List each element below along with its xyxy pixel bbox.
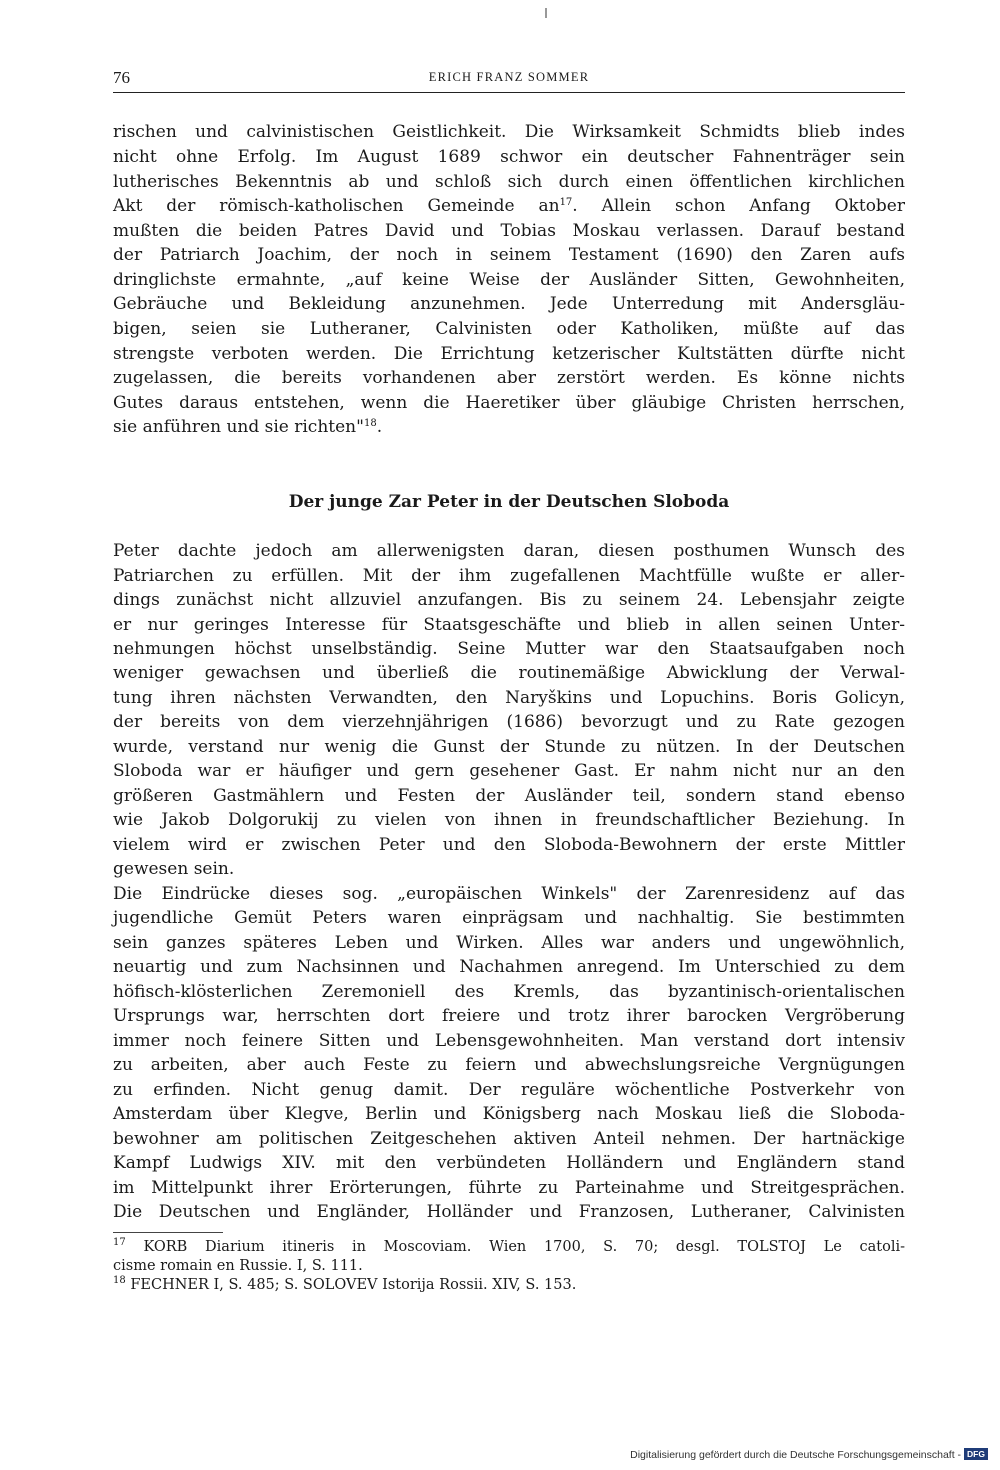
footnote-number: 17 [113, 1237, 126, 1248]
text-line: höfisch-klösterlichen Zeremoniell des Kremls, das byzantinisch-orientalischen [113, 982, 905, 1002]
text-line: nicht ohne Erfolg. Im August 1689 schwor ein deutscher Fahnenträger sein [113, 147, 905, 167]
text-line: Gutes daraus entstehen, wenn die Haeretiker über gläubige Christen herrschen, [113, 393, 905, 413]
text-line: Ursprungs war, herrschten dort freiere und trotz ihrer barocken Vergröberung [113, 1006, 905, 1026]
text-line: neuartig und zum Nachsinnen und Nachahmen anregend. Im Unterschied zu dem [113, 957, 905, 977]
text-line: im Mittelpunkt ihrer Erörterungen, führte zu Parteinahme und Streitgesprächen. [113, 1178, 905, 1198]
text-line: wurde, verstand nur wenig die Gunst der Stunde zu nützen. In der Deutschen [113, 737, 905, 757]
footnote-18 [113, 1276, 905, 1295]
text-line: zugelassen, die bereits vorhandenen aber zerstört werden. Es könne nichts [113, 368, 905, 388]
text-segment: . [376, 417, 383, 437]
footnote-17 [113, 1238, 905, 1257]
text-line: Sloboda war er häufiger und gern gesehener Gast. Er nahm nicht nur an den [113, 761, 905, 781]
page-header [113, 68, 905, 93]
text-segment: sie anführen und sie richten" [113, 417, 364, 437]
text-line: dringlichste ermahnte, „auf keine Weise der Ausländer Sitten, Gewohnheiten, [113, 270, 905, 290]
text-line: dings zunächst nicht allzuviel anzufangen. Bis zu seinem 24. Lebensjahr zeigte [113, 590, 905, 610]
text-line: vielem wird er zwischen Peter und den Sloboda-Bewohnern der erste Mittler [113, 835, 905, 855]
footnote-ref: 18 [363, 418, 377, 429]
text-line [113, 194, 905, 218]
text-line: zu erfinden. Nicht genug damit. Der reguläre wöchentliche Postverkehr von [113, 1080, 905, 1100]
text-line: immer noch feinere Sitten und Lebensgewohnheiten. Man verstand dort intensiv [113, 1031, 905, 1051]
text-line: sein ganzes späteres Leben und Wirken. Alles war anders und ungewöhnlich, [113, 933, 905, 953]
text-segment: Akt der römisch-katholischen Gemeinde an [113, 196, 560, 216]
footnote-ref: 17 [559, 197, 573, 208]
dfg-logo: DFG [964, 1448, 988, 1460]
text-line: Kampf Ludwigs XIV. mit den verbündeten Holländern und Engländern stand [113, 1153, 905, 1173]
text-line: größeren Gastmählern und Festen der Ausländer teil, sondern stand ebenso [113, 786, 905, 806]
text-line: Amsterdam über Klegve, Berlin und Königsberg nach Moskau ließ die Sloboda- [113, 1104, 905, 1124]
text-line: mußten die beiden Patres David und Tobias Moskau verlassen. Darauf bestand [113, 221, 905, 241]
text-line: strengste verboten werden. Die Errichtung ketzerischer Kultstätten dürfte nicht [113, 344, 905, 364]
text-line [113, 415, 905, 439]
text-line: lutherisches Bekenntnis ab und schloß sich durch einen öffentlichen kirchlichen [113, 172, 905, 192]
text-line: der Patriarch Joachim, der noch in seinem Testament (1690) den Zaren aufs [113, 245, 905, 265]
digitization-credit [630, 1448, 988, 1461]
text-line: Patriarchen zu erfüllen. Mit der ihm zugefallenen Machtfülle wußte er aller- [113, 566, 905, 586]
section-heading: Der junge Zar Peter in der Deutschen Sloboda [288, 492, 730, 512]
text-line: der bereits von dem vierzehnjährigen (1686) bevorzugt und zu Rate gezogen [113, 712, 905, 732]
credit-text: Digitalisierung gefördert durch die Deutsche Forschungsgemeinschaft - [630, 1449, 962, 1461]
text-line: rischen und calvinistischen Geistlichkeit. Die Wirksamkeit Schmidts blieb indes [113, 122, 905, 142]
footnote-number: 18 [113, 1275, 126, 1286]
text-line: bigen, seien sie Lutheraner, Calvinisten oder Katholiken, müßte auf das [113, 319, 905, 339]
text-line: Die Eindrücke dieses sog. „europäischen Winkels" der Zarenresidenz auf das [113, 884, 905, 904]
text-line: tung ihren nächsten Verwandten, den Naryškins und Lopuchins. Boris Golicyn, [113, 688, 905, 708]
scan-mark [545, 8, 547, 18]
text-line: nehmungen höchst unselbständig. Seine Mutter war den Staatsaufgaben noch [113, 639, 905, 659]
text-line: gewesen sein. [113, 859, 235, 879]
text-line: er nur geringes Interesse für Staatsgeschäfte und blieb in allen seinen Unter- [113, 615, 905, 635]
text-line: zu arbeiten, aber auch Feste zu feiern und abwechslungsreiche Vergnügungen [113, 1055, 905, 1075]
text-line: bewohner am politischen Zeitgeschehen aktiven Anteil nehmen. Der hartnäckige [113, 1129, 905, 1149]
text-line: Peter dachte jedoch am allerwenigsten daran, diesen posthumen Wunsch des [113, 541, 905, 561]
footnote-17-continued: cisme romain en Russie. I, S. 111. [113, 1258, 363, 1274]
text-segment: . Allein schon Anfang Oktober [572, 196, 905, 216]
text-line: wie Jakob Dolgorukij zu vielen von ihnen in freundschaftlicher Beziehung. In [113, 810, 905, 830]
text-line: weniger gewachsen und überließ die routinemäßige Abwicklung der Verwal- [113, 663, 905, 683]
text-line: Die Deutschen und Engländer, Holländer und Franzosen, Lutheraner, Calvinisten [113, 1202, 905, 1222]
footnote-text: FECHNER I, S. 485; S. SOLOVEV Istorija Rossii. XIV, S. 153. [130, 1277, 577, 1293]
footnote-text: KORB Diarium itineris in Moscoviam. Wien 1700, S. 70; desgl. TOLSTOJ Le catoli- [143, 1239, 906, 1255]
text-line: jugendliche Gemüt Peters waren einprägsam und nachhaltig. Sie bestimmten [113, 908, 905, 928]
page-number: 76 [113, 68, 130, 87]
running-head: ERICH FRANZ SOMMER [428, 70, 590, 84]
text-line: Gebräuche und Bekleidung anzunehmen. Jede Unterredung mit Andersgläu- [113, 294, 905, 314]
footnote-separator [113, 1232, 223, 1233]
